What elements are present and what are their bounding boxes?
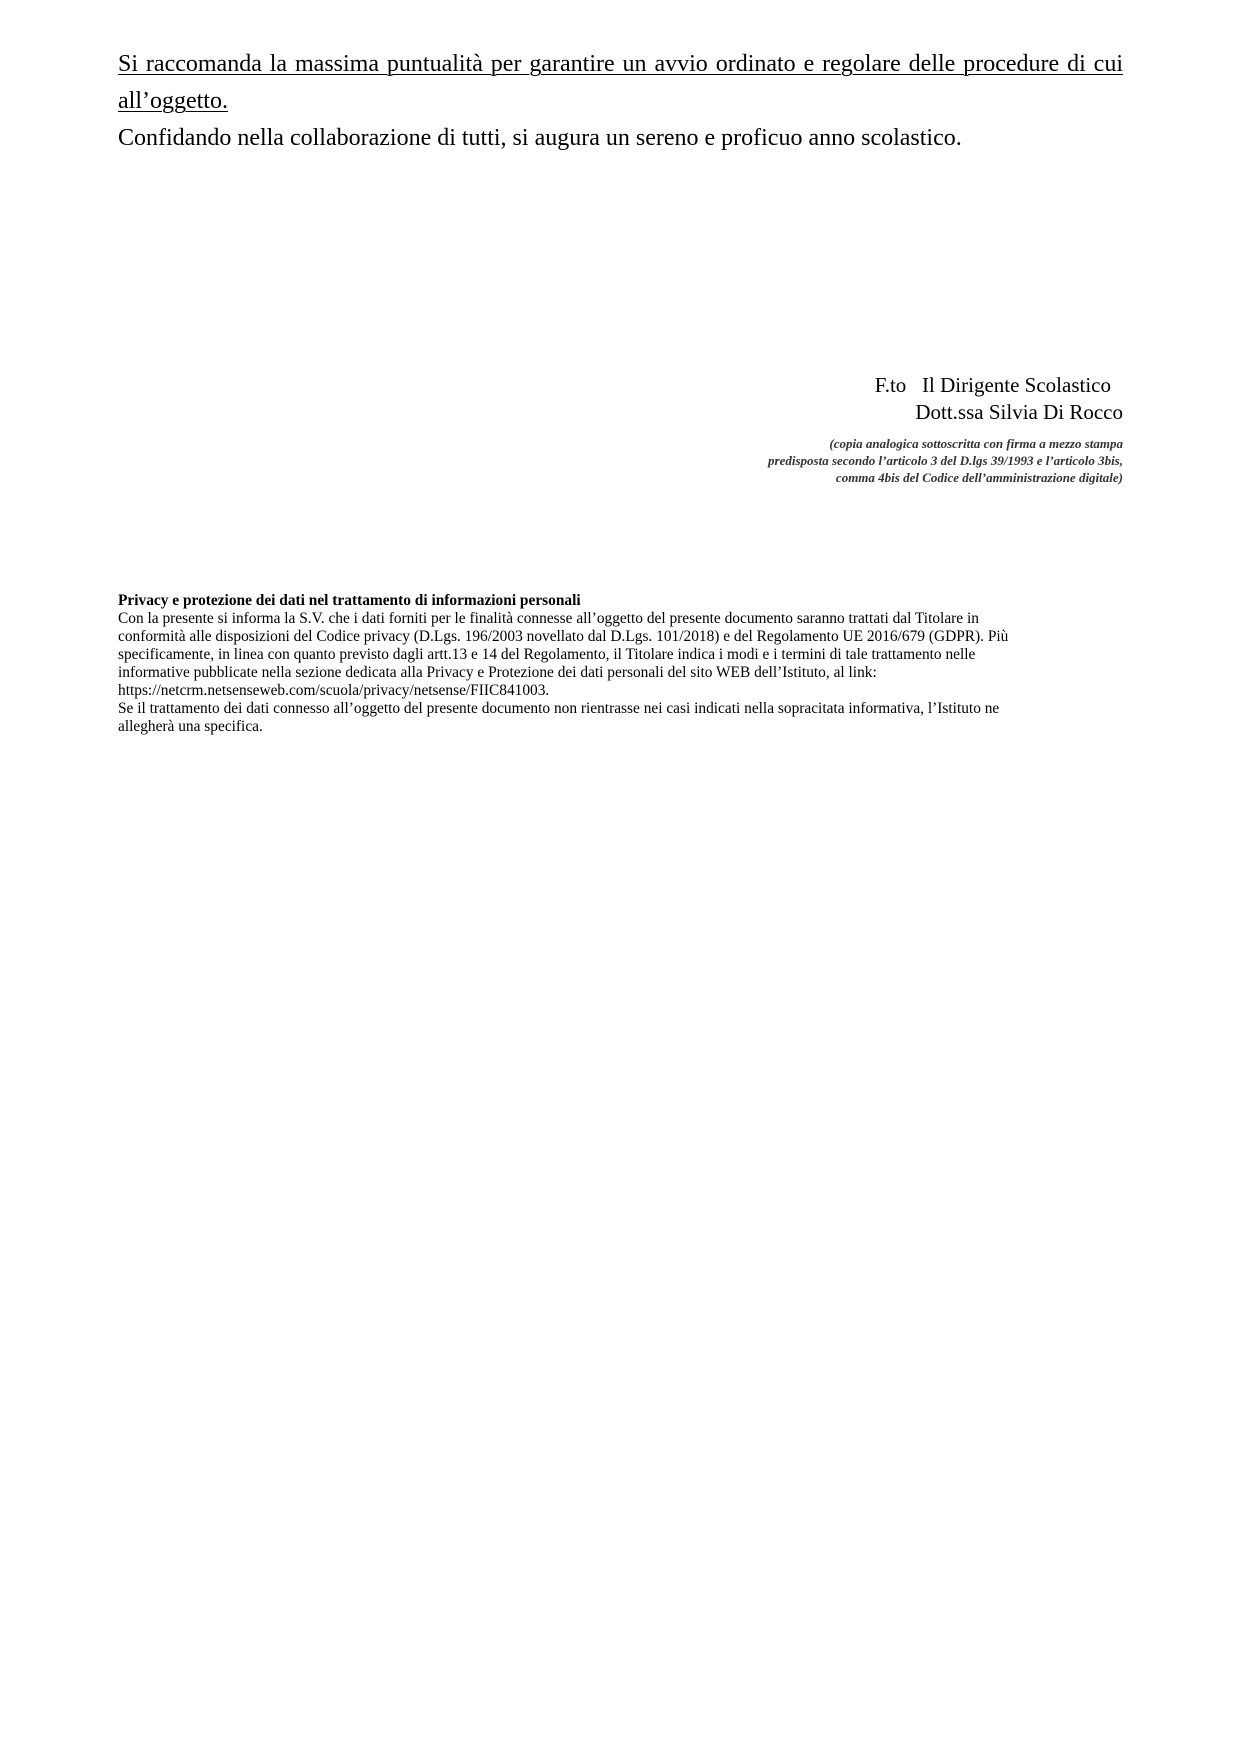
privacy-link: https://netcrm.netsenseweb.com/scuola/privacy/netsense/FIIC841003. bbox=[118, 682, 550, 699]
letter-body bbox=[118, 46, 1123, 157]
signature-legal-note bbox=[563, 435, 1123, 486]
signature-name: Dott.ssa Silvia Di Rocco bbox=[915, 400, 1123, 424]
privacy-line: conformità alle disposizioni del Codice privacy (D.Lgs. 196/2003 novellato dal D.Lgs. 101/2018) e del Regolamento UE 2016/679 (GDPR). Più bbox=[118, 628, 1009, 645]
signature-role: F.to Il Dirigente Scolastico bbox=[874, 373, 1111, 397]
privacy-line: Con la presente si informa la S.V. che i dati forniti per le finalità connesse all’oggetto del presente documento saranno trattati dal Titolare in bbox=[118, 610, 979, 627]
signature-block bbox=[563, 372, 1123, 486]
privacy-title: Privacy e protezione dei dati nel trattamento di informazioni personali bbox=[118, 592, 581, 609]
closing-wishes: Confidando nella collaborazione di tutti, si augura un sereno e proficuo anno scolastico. bbox=[118, 125, 962, 151]
signature-note-line: comma 4bis del Codice dell’amministrazione digitale) bbox=[835, 470, 1123, 485]
privacy-line: Se il trattamento dei dati connesso all’oggetto del presente documento non rientrasse nei casi indicati nella sopracitata informativa, l’Istituto ne bbox=[118, 700, 1000, 717]
signature-note-line: (copia analogica sottoscritta con firma a mezzo stampa bbox=[829, 436, 1123, 451]
punctuality-recommendation: Si raccomanda la massima puntualità per garantire un avvio ordinato e regolare delle procedure di cui all’oggetto. bbox=[118, 51, 1123, 114]
privacy-notice bbox=[118, 592, 1128, 736]
privacy-line: allegherà una specifica. bbox=[118, 718, 263, 735]
privacy-line: informative pubblicate nella sezione dedicata alla Privacy e Protezione dei dati personali del sito WEB dell’Istituto, al link: bbox=[118, 664, 877, 681]
privacy-line: specificamente, in linea con quanto previsto dagli artt.13 e 14 del Regolamento, il Titolare indica i modi e i termini di tale trattamento nelle bbox=[118, 646, 976, 663]
signature-note-line: predisposta secondo l’articolo 3 del D.lgs 39/1993 e l’articolo 3bis, bbox=[768, 453, 1123, 468]
